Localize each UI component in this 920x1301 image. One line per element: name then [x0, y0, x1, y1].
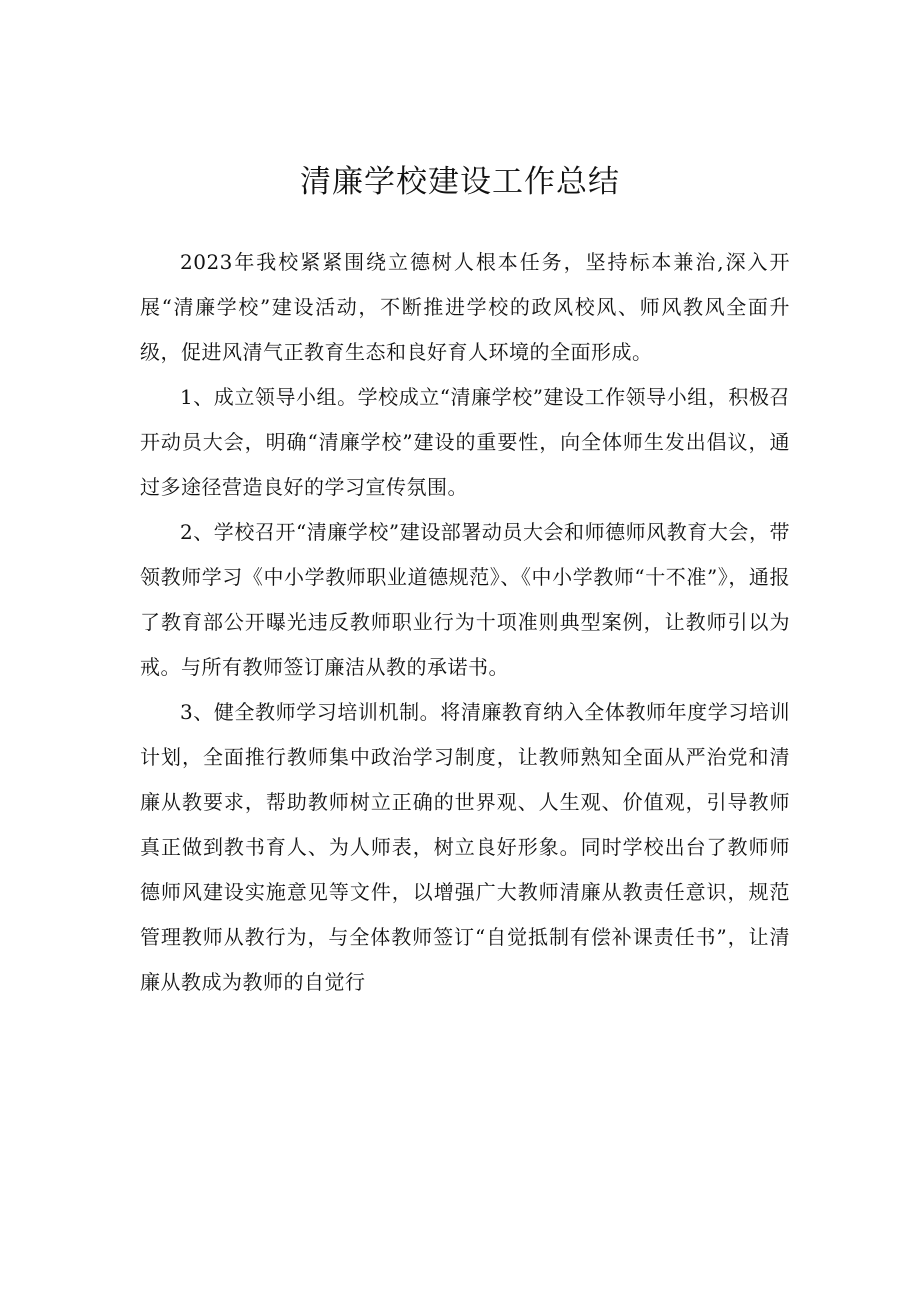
- document-body: [140, 240, 790, 1005]
- document-title: 清廉学校建设工作总结: [300, 164, 620, 200]
- paragraph-intro: 2023年我校紧紧围绕立德树人根本任务，坚持标本兼治,深入开展“清廉学校”建设活动，不断推进学校的政风校风、师风教风全面升级，促进风清气正教育生态和良好育人环境的全面形成。: [140, 250, 790, 364]
- paragraph-item-1: 1、成立领导小组。学校成立“清廉学校”建设工作领导小组，积极召开动员大会，明确“清廉学校”建设的重要性，向全体师生发出倡议，通过多途径营造良好的学习宣传氛围。: [140, 385, 790, 499]
- paragraph-item-3: 3、健全教师学习培训机制。将清廉教育纳入全体教师年度学习培训计划，全面推行教师集中政治学习制度，让教师熟知全面从严治党和清廉从教要求，帮助教师树立正确的世界观、人生观、价值观，引导教师真正做到教书育人、为人师表，树立良好形象。同时学校出台了教师师德师风建设实施意见等文件，以增强广大教师清廉从教责任意识，规范管理教师从教行为，与全体教师签订“自觉抵制有偿补课责任书”，让清廉从教成为教师的自觉行: [140, 700, 790, 994]
- paragraph-item-2: 2、学校召开“清廉学校”建设部署动员大会和师德师风教育大会，带领教师学习《中小学教师职业道德规范》、《中小学教师“十不准”》，通报了教育部公开曝光违反教师职业行为十项准则典型案例，让教师引以为戒。与所有教师签订廉洁从教的承诺书。: [140, 520, 790, 679]
